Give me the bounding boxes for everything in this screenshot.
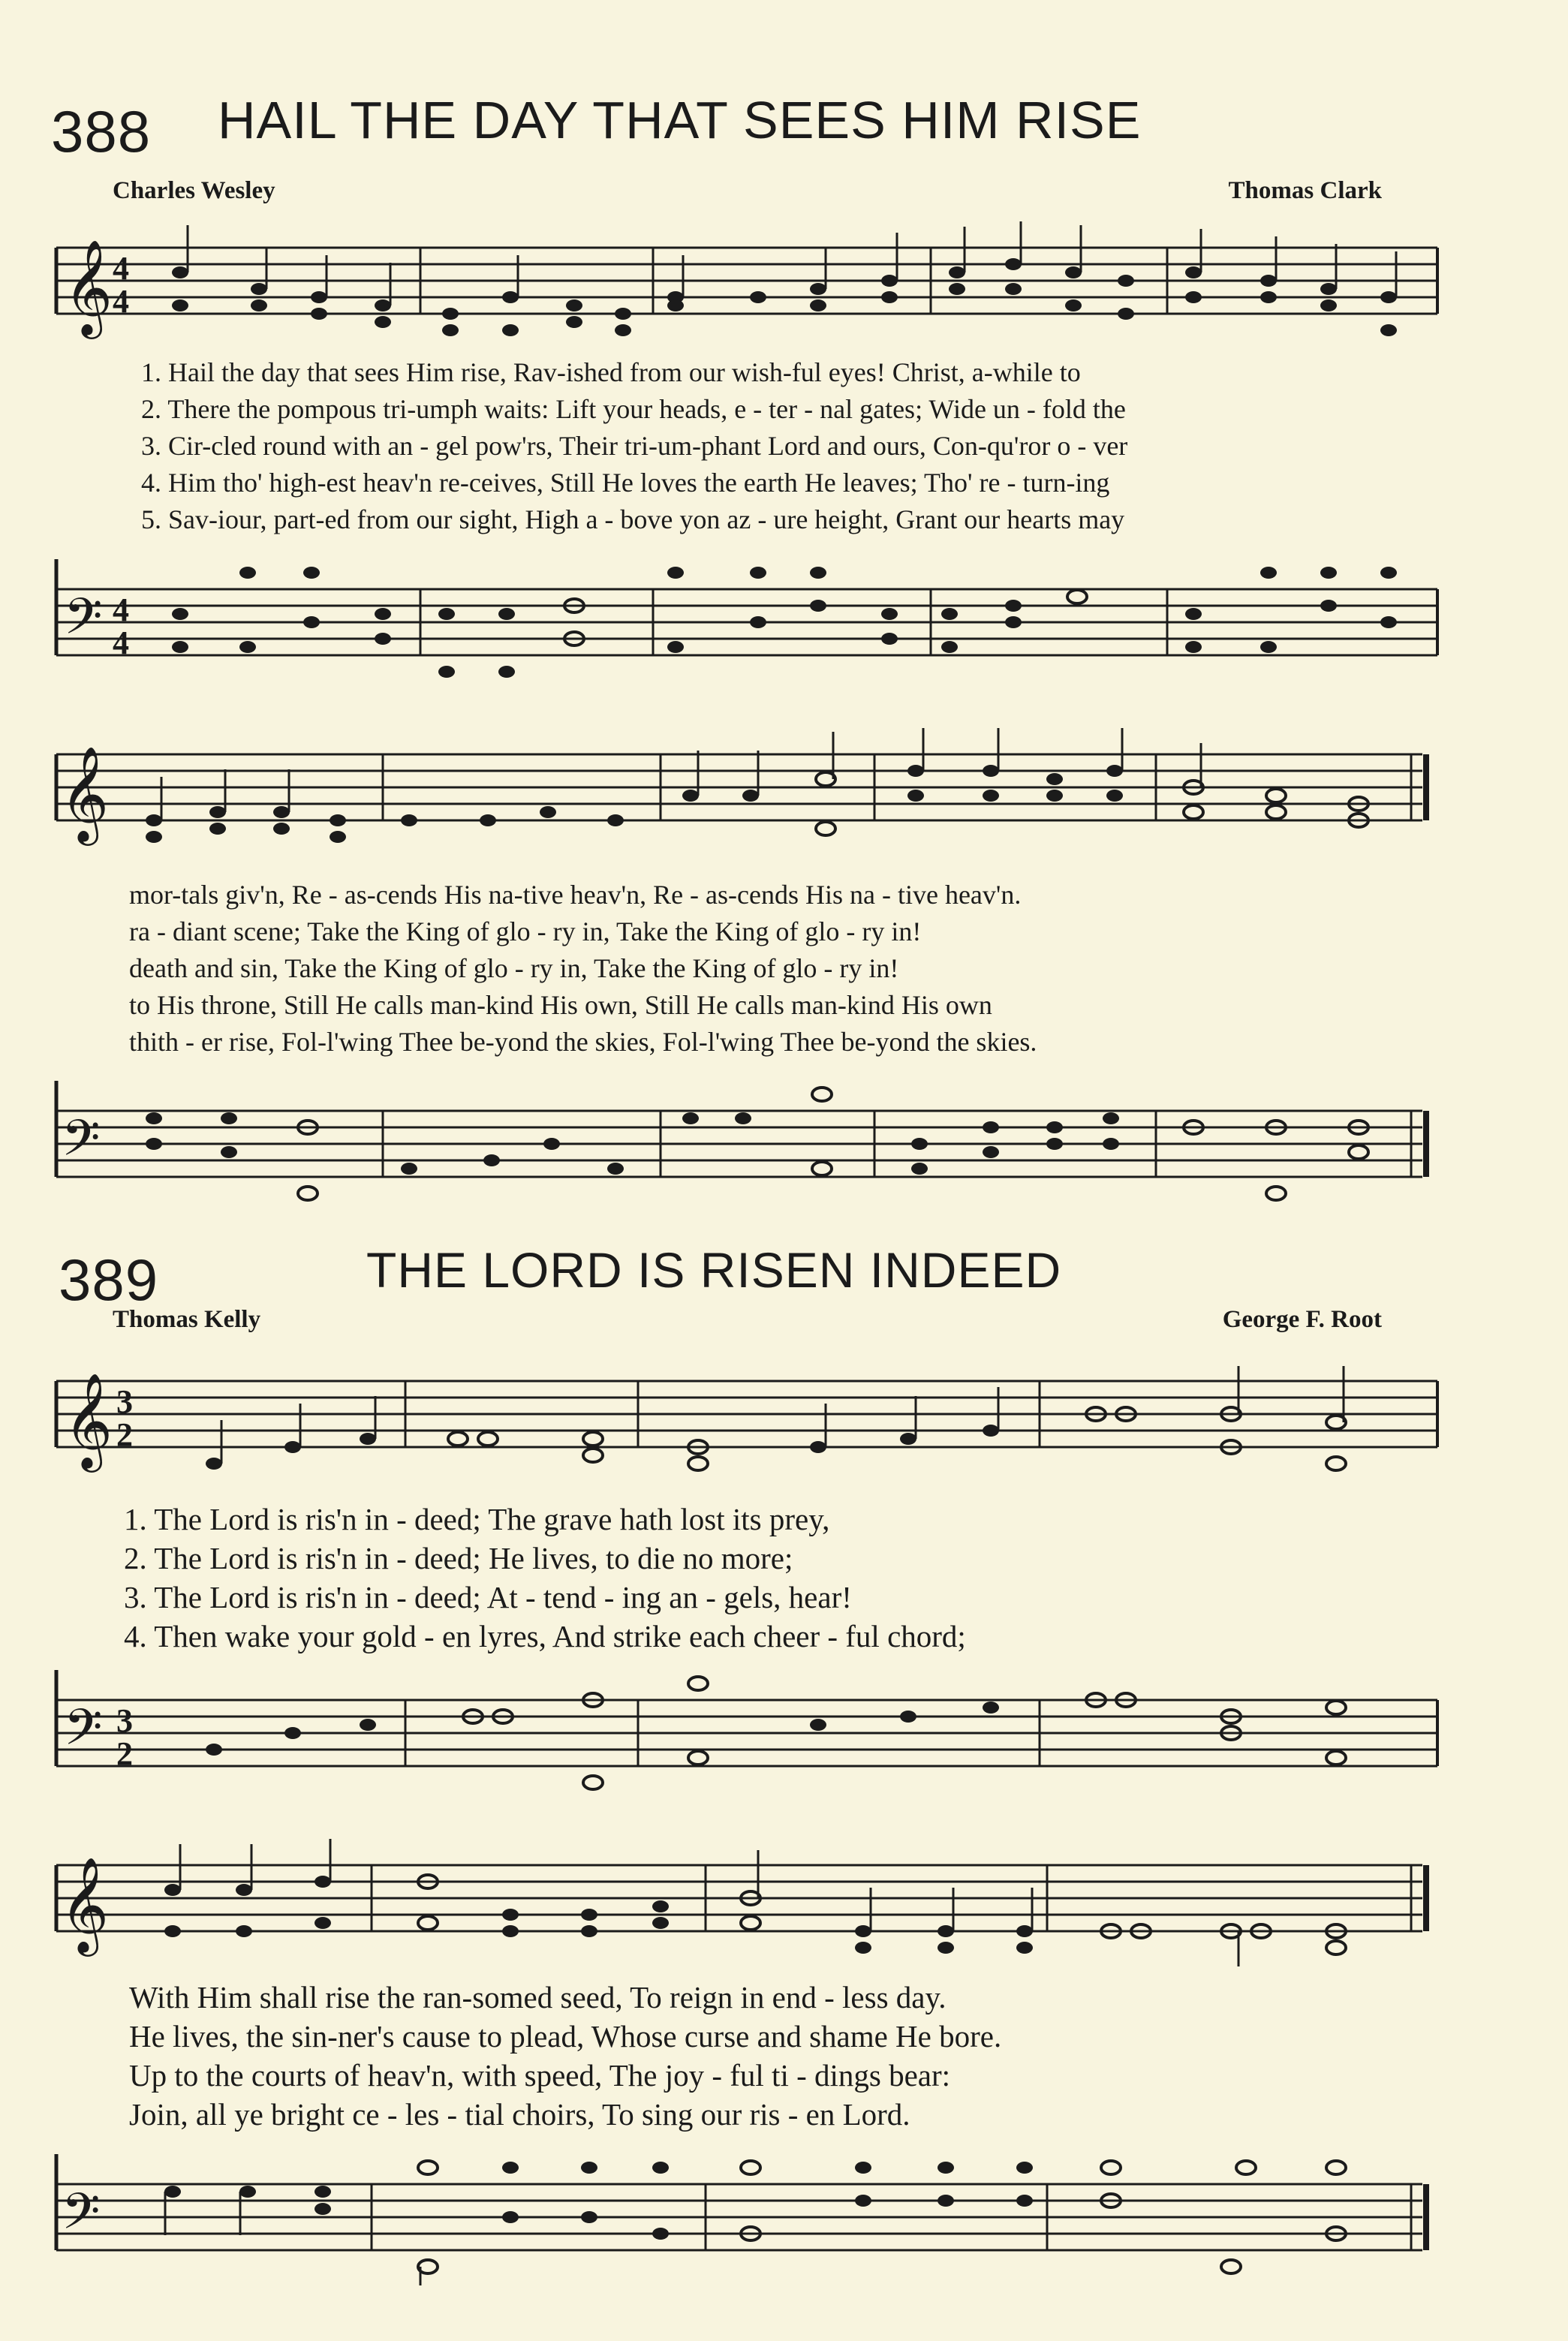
hymn-title: THE LORD IS RISEN INDEED — [366, 1242, 1062, 1298]
note-heads — [206, 1407, 1346, 1470]
svg-text:4: 4 — [113, 624, 129, 661]
treble-staff — [0, 1351, 1568, 1486]
verse-line: With Him shall rise the ran-somed seed, To reign in end - less day. — [129, 1980, 947, 2015]
svg-text:𝄢: 𝄢 — [64, 1699, 103, 1768]
music-credit: George F. Root — [1222, 1306, 1382, 1333]
words-credit: Charles Wesley — [113, 177, 275, 204]
verse-line: 3. The Lord is ris'n in - deed; At - tend - ing an - gels, hear! — [124, 1580, 852, 1614]
verse-line: to His throne, Still He calls man-kind His own, Still He calls man-kind His own — [129, 990, 992, 1020]
svg-text:𝄢: 𝄢 — [62, 1109, 101, 1179]
hymn-title: HAIL THE DAY THAT SEES HIM RISE — [218, 91, 1142, 149]
bass-staff — [0, 1670, 1568, 1805]
treble-staff — [0, 218, 1568, 353]
verse-line: 2. The Lord is ris'n in - deed; He lives, to die no more; — [124, 1541, 793, 1575]
time-signature-4-4: 4 — [113, 250, 129, 287]
hymn-number: 388 — [51, 98, 152, 164]
verse-line: mor-tals giv'n, Re - as-cends His na-tive heav'n, Re - as-cends His na - tive heav'n. — [129, 880, 1022, 910]
words-credit: Thomas Kelly — [113, 1306, 261, 1333]
bass-staff — [0, 2154, 1568, 2289]
svg-text:𝄞: 𝄞 — [64, 1372, 113, 1468]
bass-staff — [0, 1081, 1568, 1216]
bass-clef-icon: 𝄢 — [64, 588, 103, 657]
svg-text:2: 2 — [116, 1416, 133, 1453]
verse-line: 1. The Lord is ris'n in - deed; The grave hath lost its prey, — [124, 1502, 830, 1536]
hymn-389 — [0, 1223, 1568, 2334]
verse-line: Join, all ye bright ce - les - tial choirs, To sing our ris - en Lord. — [129, 2097, 910, 2132]
svg-text:𝄞: 𝄞 — [60, 1856, 110, 1952]
hymn-number: 389 — [59, 1247, 159, 1313]
treble-clef-icon: 𝄞 — [64, 239, 113, 335]
verses-388-system2 — [129, 877, 1037, 1061]
bass-staff — [0, 559, 1568, 694]
svg-text:2: 2 — [116, 1735, 133, 1772]
treble-staff — [0, 1835, 1568, 1970]
verse-line: He lives, the sin-ner's cause to plead, Whose curse and shame He bore. — [129, 2019, 1002, 2054]
verses-389-system1 — [124, 1500, 966, 1656]
verse-line: 5. Sav-iour, part-ed from our sight, High a - bove yon az - ure height, Grant our hearts may — [141, 504, 1125, 534]
verse-line: 4. Him tho' high-est heav'n re-ceives, Still He loves the earth He leaves; Tho' re - turn-ing — [141, 468, 1110, 498]
verse-line: death and sin, Take the King of glo - ry in, Take the King of glo - ry in! — [129, 953, 899, 983]
music-credit: Thomas Clark — [1228, 177, 1382, 204]
svg-text:4: 4 — [113, 591, 129, 628]
svg-text:𝄢: 𝄢 — [62, 2183, 101, 2252]
verse-line: thith - er rise, Fol-l'wing Thee be-yond the skies, Fol-l'wing Thee be-yond the skies. — [129, 1027, 1037, 1057]
verses-388-system1 — [141, 354, 1127, 538]
verse-line: Up to the courts of heav'n, with speed, The joy - ful ti - dings bear: — [129, 2058, 951, 2093]
verse-line: 3. Cir-cled round with an - gel pow'rs, Their tri-um-phant Lord and ours, Con-qu'ror o - ver — [141, 431, 1128, 461]
verse-line: 1. Hail the day that sees Him rise, Rav-ished from our wish-ful eyes! Christ, a-while to — [141, 357, 1081, 387]
time-signature-3-2: 3 — [116, 1383, 133, 1420]
verse-line: 2. There the pompous tri-umph waits: Lift your heads, e - ter - nal gates; Wide un - fold the — [141, 394, 1126, 424]
svg-text:3: 3 — [116, 1702, 133, 1739]
verse-line: 4. Then wake your gold - en lyres, And strike each cheer - ful chord; — [124, 1619, 966, 1653]
treble-staff — [0, 724, 1568, 859]
svg-text:𝄞: 𝄞 — [60, 745, 110, 841]
verses-389-system2 — [129, 1978, 1001, 2134]
verse-line: ra - diant scene; Take the King of glo - ry in, Take the King of glo - ry in! — [129, 916, 922, 946]
svg-text:4: 4 — [113, 283, 129, 320]
